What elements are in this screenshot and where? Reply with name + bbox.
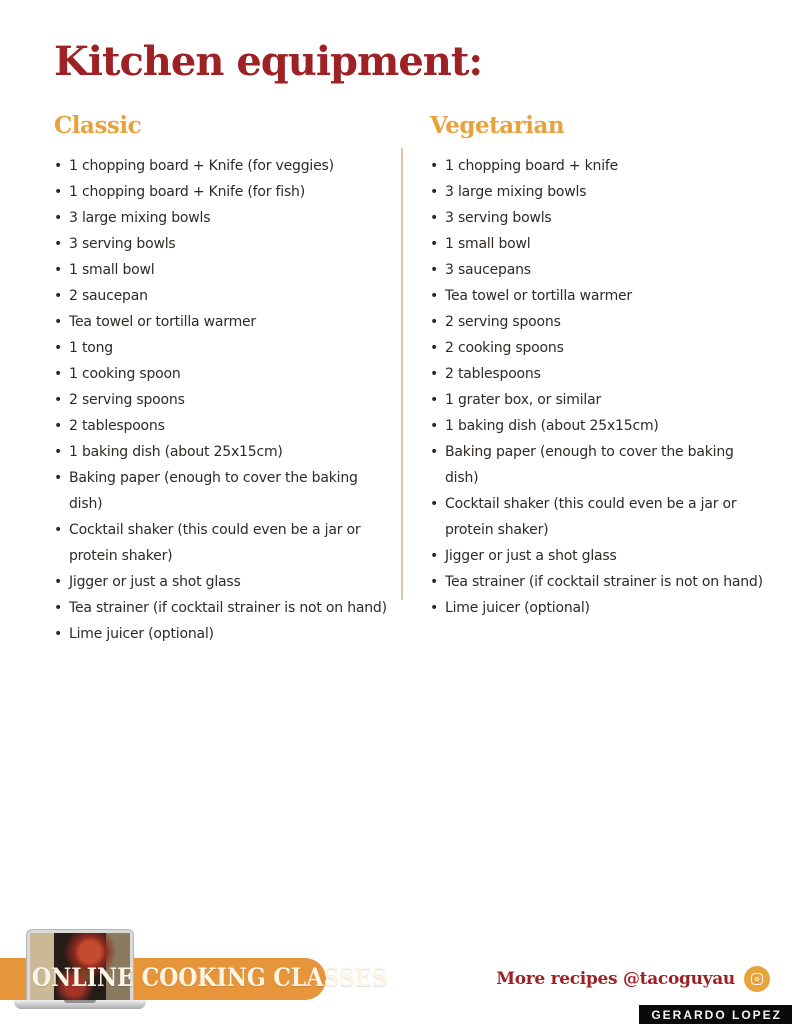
bullet-icon: • [430, 496, 439, 512]
list-item-text: 1 small bowl [69, 262, 155, 278]
list-item [54, 179, 394, 205]
column-vegetarian-header: Vegetarian [430, 112, 565, 139]
list-item [54, 335, 394, 361]
list-item [430, 257, 770, 283]
bullet-icon: • [54, 158, 63, 174]
list-item-text: Baking paper (enough to cover the baking dish) [445, 444, 734, 486]
list-item-text: 1 grater box, or similar [445, 392, 602, 408]
list-item-text: Tea strainer (if cocktail strainer is not on hand) [445, 574, 763, 590]
bullet-icon: • [54, 522, 63, 538]
list-item-text: 2 serving spoons [69, 392, 185, 408]
list-item [430, 413, 770, 439]
list-item [430, 543, 770, 569]
bullet-icon: • [430, 366, 439, 382]
list-item-text: Jigger or just a shot glass [445, 548, 617, 564]
bullet-icon: • [430, 600, 439, 616]
bullet-icon: • [54, 340, 63, 356]
laptop-base [14, 1000, 146, 1009]
bullet-icon: • [54, 210, 63, 226]
bullet-icon: • [54, 444, 63, 460]
list-item [54, 439, 394, 465]
bullet-icon: • [430, 392, 439, 408]
bullet-icon: • [430, 574, 439, 590]
bullet-icon: • [430, 548, 439, 564]
bullet-icon: • [430, 418, 439, 434]
bullet-icon: • [430, 158, 439, 174]
bullet-icon: • [54, 574, 63, 590]
list-item-text: Tea strainer (if cocktail strainer is not on hand) [69, 600, 387, 616]
list-item-text: 1 chopping board + knife [445, 158, 619, 174]
list-item-text: Lime juicer (optional) [69, 626, 214, 642]
column-classic [54, 112, 394, 647]
bullet-icon: • [54, 418, 63, 434]
bullet-icon: • [430, 340, 439, 356]
list-item [54, 361, 394, 387]
list-item-text: 1 small bowl [445, 236, 531, 252]
list-item-text: 1 baking dish (about 25x15cm) [69, 444, 283, 460]
list-item-text: 1 chopping board + Knife (for veggies) [69, 158, 334, 174]
list-item-text: Jigger or just a shot glass [69, 574, 241, 590]
list-item [430, 205, 770, 231]
bullet-icon: • [54, 184, 63, 200]
list-item [54, 387, 394, 413]
bullet-icon: • [430, 314, 439, 330]
list-item-text: Baking paper (enough to cover the baking dish) [69, 470, 358, 512]
list-item [430, 309, 770, 335]
bullet-icon: • [54, 470, 63, 486]
watermark-text: GERARDO LOPEZ [651, 1007, 782, 1022]
list-item [54, 569, 394, 595]
list-item [430, 491, 770, 543]
page-title: Kitchen equipment: [54, 38, 483, 85]
list-item [54, 517, 394, 569]
list-item [54, 231, 394, 257]
classic-equipment-list [54, 153, 394, 647]
list-item [54, 621, 394, 647]
list-item-text: 2 cooking spoons [445, 340, 564, 356]
list-item-text: 3 serving bowls [445, 210, 552, 226]
list-item [54, 205, 394, 231]
bullet-icon: • [54, 600, 63, 616]
list-item-text: Tea towel or tortilla warmer [69, 314, 256, 330]
list-item-text: 1 chopping board + Knife (for fish) [69, 184, 305, 200]
bullet-icon: • [54, 626, 63, 642]
list-item [54, 595, 394, 621]
list-item [430, 439, 770, 491]
list-item [430, 569, 770, 595]
list-item-text: 1 cooking spoon [69, 366, 181, 382]
list-item [430, 387, 770, 413]
instagram-lens-glyph [755, 977, 759, 981]
list-item-text: Cocktail shaker (this could even be a jar or protein shaker) [445, 496, 737, 538]
list-item [430, 231, 770, 257]
list-item-text: 2 tablespoons [445, 366, 541, 382]
list-item [430, 153, 770, 179]
bullet-icon: • [54, 288, 63, 304]
list-item [430, 179, 770, 205]
bullet-icon: • [430, 236, 439, 252]
list-item-text: 3 large mixing bowls [69, 210, 211, 226]
list-item-text: Cocktail shaker (this could even be a jar or protein shaker) [69, 522, 361, 564]
bullet-icon: • [430, 210, 439, 226]
list-item-text: Tea towel or tortilla warmer [445, 288, 632, 304]
list-item-text: 3 saucepans [445, 262, 531, 278]
bullet-icon: • [430, 288, 439, 304]
list-item [430, 595, 770, 621]
bullet-icon: • [430, 184, 439, 200]
column-divider [401, 148, 403, 600]
list-item-text: 3 large mixing bowls [445, 184, 587, 200]
vegetarian-equipment-list [430, 153, 770, 621]
bullet-icon: • [430, 444, 439, 460]
list-item [54, 283, 394, 309]
list-item [54, 257, 394, 283]
list-item [430, 335, 770, 361]
instagram-icon[interactable] [744, 966, 770, 992]
bullet-icon: • [54, 236, 63, 252]
list-item-text: 1 baking dish (about 25x15cm) [445, 418, 659, 434]
recipes-row [496, 966, 770, 992]
bullet-icon: • [54, 392, 63, 408]
list-item-text: 2 tablespoons [69, 418, 165, 434]
column-vegetarian [430, 112, 770, 647]
list-item [54, 413, 394, 439]
watermark-strip [639, 1005, 792, 1024]
bullet-icon: • [54, 262, 63, 278]
list-item-text: 2 serving spoons [445, 314, 561, 330]
bullet-icon: • [54, 366, 63, 382]
bullet-icon: • [430, 262, 439, 278]
list-item [54, 309, 394, 335]
list-item-text: 2 saucepan [69, 288, 148, 304]
list-item [430, 283, 770, 309]
column-classic-header: Classic [54, 112, 142, 139]
list-item [430, 361, 770, 387]
list-item-text: Lime juicer (optional) [445, 600, 590, 616]
list-item [54, 465, 394, 517]
banner-label: ONLINE COOKING CLASSES [32, 963, 388, 992]
list-item-text: 1 tong [69, 340, 113, 356]
list-item-text: 3 serving bowls [69, 236, 176, 252]
equipment-columns [54, 112, 770, 647]
list-item [54, 153, 394, 179]
recipes-handle-text: More recipes @tacoguyau [496, 969, 735, 989]
bullet-icon: • [54, 314, 63, 330]
